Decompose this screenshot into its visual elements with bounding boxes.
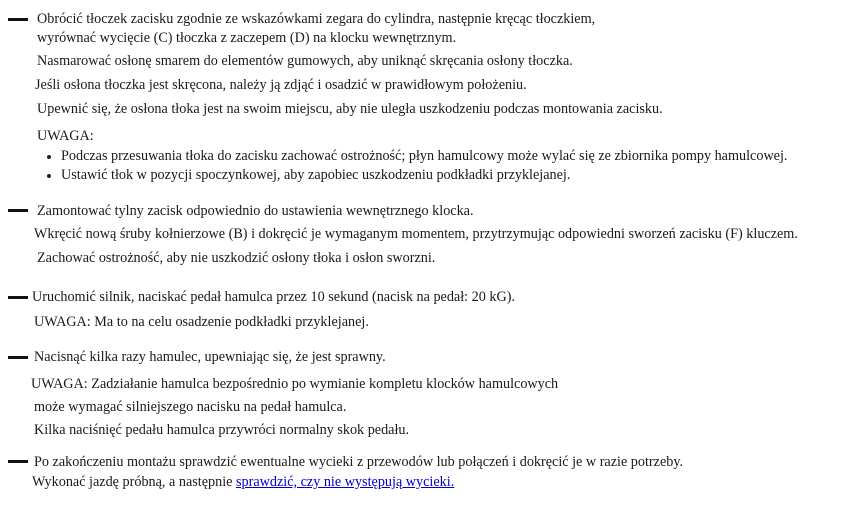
step-4-line-3: może wymagać silniejszego nacisku na pedał hamulca. bbox=[34, 399, 347, 415]
step-1-line-1: Obrócić tłoczek zacisku zgodnie ze wskazówkami zegara do cylindra, następnie kręcąc tłoczkiem, bbox=[37, 11, 596, 27]
step-1-line-5: Upewnić się, że osłona tłoka jest na swoim miejscu, aby nie uległa uszkodzeniu podczas montowania zacisku. bbox=[37, 101, 663, 117]
step-5-line-1: Po zakończeniu montażu sprawdzić ewentualne wycieki z przewodów lub połączeń i dokręcić je w razie potrzeby. bbox=[34, 454, 684, 470]
step-2-line-3: Zachować ostrożność, aby nie uszkodzić osłony tłoka i osłon sworzni. bbox=[37, 250, 436, 266]
step-2-line-1: Zamontować tylny zacisk odpowiednio do ustawienia wewnętrznego klocka. bbox=[37, 203, 474, 219]
step-1-dash bbox=[8, 18, 28, 21]
step-4-dash bbox=[8, 356, 28, 359]
step-5-line-2 bbox=[32, 473, 454, 491]
step-4-line-2: UWAGA: Zadziałanie hamulca bezpośrednio po wymianie kompletu klocków hamulcowych bbox=[31, 376, 559, 392]
bullet-dot bbox=[47, 174, 51, 178]
step-1-line-4: Jeśli osłona tłoczka jest skręcona, należy ją zdjąć i osadzić w prawidłowym położeniu. bbox=[35, 77, 527, 93]
check-leaks-link[interactable]: sprawdzić, czy nie występują wycieki. bbox=[236, 474, 455, 490]
step-1-bullet-2: Ustawić tłok w pozycji spoczynkowej, aby zapobiec uszkodzeniu podkładki przyklejanej. bbox=[61, 167, 571, 183]
step-4-line-4: Kilka naciśnięć pedału hamulca przywróci normalny skok pedału. bbox=[34, 422, 410, 438]
step-2-line-2: Wkręcić nową śruby kołnierzowe (B) i dokręcić je wymaganym momentem, przytrzymując odpowiedni sworzeń zacisku (F) kluczem. bbox=[34, 226, 798, 242]
step-1-line-3: Nasmarować osłonę smarem do elementów gumowych, aby uniknąć skręcania osłony tłoczka. bbox=[37, 53, 573, 69]
step-4-line-1: Nacisnąć kilka razy hamulec, upewniając się, że jest sprawny. bbox=[34, 349, 386, 365]
step-1-note-label: UWAGA: bbox=[37, 128, 94, 144]
bullet-dot bbox=[47, 155, 51, 159]
step-1-bullet-1: Podczas przesuwania tłoka do zacisku zachować ostrożność; płyn hamulcowy może wylać się ze zbiornika pompy hamulcowej. bbox=[61, 148, 788, 164]
step-3-dash bbox=[8, 296, 28, 299]
step-5-dash bbox=[8, 460, 28, 463]
step-3-line-2: UWAGA: Ma to na celu osadzenie podkładki przyklejanej. bbox=[34, 314, 369, 330]
step-2-dash bbox=[8, 209, 28, 212]
step-5-line-2-text: Wykonać jazdę próbną, a następnie bbox=[32, 474, 233, 490]
step-3-line-1: Uruchomić silnik, naciskać pedał hamulca przez 10 sekund (nacisk na pedał: 20 kG). bbox=[32, 289, 515, 305]
step-1-line-2: wyrównać wycięcie (C) tłoczka z zaczepem (D) na klocku wewnętrznym. bbox=[37, 30, 457, 46]
